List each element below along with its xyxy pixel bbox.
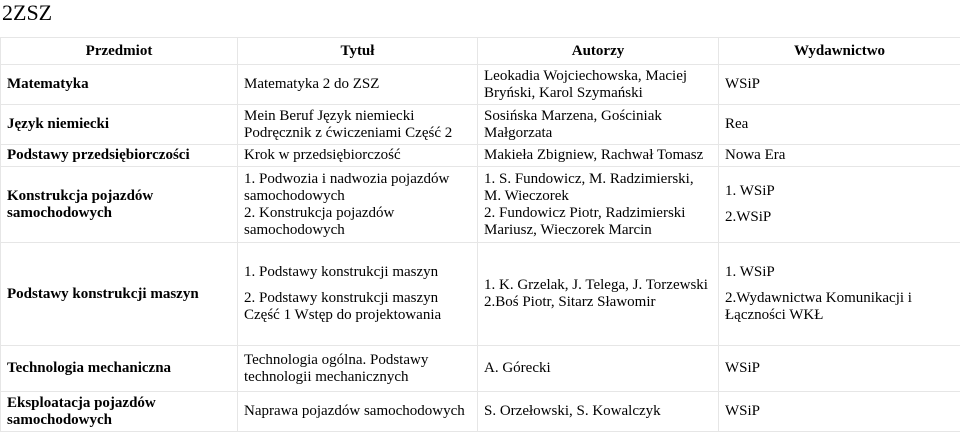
publisher-line: 1. WSiP — [725, 264, 775, 280]
table-row — [1, 243, 960, 346]
table-row — [1, 65, 960, 105]
title-cell: Matematyka 2 do ZSZ — [238, 65, 478, 105]
subject-cell: Język niemiecki — [1, 105, 238, 145]
title-cell — [238, 243, 478, 346]
spacer — [725, 281, 954, 290]
authors-cell — [478, 243, 719, 346]
table-row — [1, 105, 960, 145]
header-row — [1, 38, 960, 65]
publisher-cell — [719, 167, 960, 243]
table-row — [1, 167, 960, 243]
header-publisher: Wydawnictwo — [719, 38, 960, 65]
authors-cell: Sosińska Marzena, Gościniak Małgorzata — [478, 105, 719, 145]
title-line: 1. Podwozia i nadwozia pojazdów samochodowych — [244, 170, 450, 204]
authors-cell: A. Górecki — [478, 346, 719, 392]
publisher-line: 2.WSiP — [725, 209, 772, 225]
publisher-cell — [719, 243, 960, 346]
publisher-cell: WSiP — [719, 65, 960, 105]
authors-cell — [478, 167, 719, 243]
table-row — [1, 145, 960, 167]
authors-cell: Leokadia Wojciechowska, Maciej Bryński, Karol Szymański — [478, 65, 719, 105]
title-cell: Technologia ogólna. Podstawy technologii mechanicznych — [238, 346, 478, 392]
spacer — [244, 281, 471, 290]
authors-cell: Makieła Zbigniew, Rachwał Tomasz — [478, 145, 719, 167]
authors-line: 2. Fundowicz Piotr, Radzimierski Mariusz, Wieczorek Marcin — [484, 204, 686, 238]
title-line: 1. Podstawy konstrukcji maszyn — [244, 264, 439, 280]
subject-cell: Konstrukcja pojazdów samochodowych — [1, 167, 238, 243]
header-subject: Przedmiot — [1, 38, 238, 65]
title-cell: Naprawa pojazdów samochodowych — [238, 392, 478, 432]
publisher-line: 2.Wydawnictwa Komunikacji i Łączności WKŁ — [725, 290, 912, 323]
subject-cell: Matematyka — [1, 65, 238, 105]
subject-cell: Technologia mechaniczna — [1, 346, 238, 392]
title-cell — [238, 167, 478, 243]
table-row — [1, 392, 960, 432]
authors-line: 1. S. Fundowicz, M. Radzimierski, M. Wieczorek — [484, 170, 694, 204]
subject-cell: Eksploatacja pojazdów samochodowych — [1, 392, 238, 432]
publisher-cell: Rea — [719, 105, 960, 145]
header-authors: Autorzy — [478, 38, 719, 65]
spacer — [725, 200, 954, 209]
page-title: 2ZSZ — [2, 0, 53, 25]
publisher-cell: WSiP — [719, 392, 960, 432]
authors-cell: S. Orzełowski, S. Kowalczyk — [478, 392, 719, 432]
textbook-table — [0, 37, 960, 432]
publisher-cell: Nowa Era — [719, 145, 960, 167]
publisher-line: 1. WSiP — [725, 183, 775, 199]
publisher-cell: WSiP — [719, 346, 960, 392]
authors-line: 2.Boś Piotr, Sitarz Sławomir — [484, 294, 656, 310]
subject-cell: Podstawy konstrukcji maszyn — [1, 243, 238, 346]
title-line: 2. Podstawy konstrukcji maszyn Część 1 Wstęp do projektowania — [244, 290, 442, 323]
title-cell: Mein Beruf Język niemiecki Podręcznik z ćwiczeniami Część 2 — [238, 105, 478, 145]
title-line: 2. Konstrukcja pojazdów samochodowych — [244, 204, 395, 238]
title-cell: Krok w przedsiębiorczość — [238, 145, 478, 167]
authors-line: 1. K. Grzelak, J. Telega, J. Torzewski — [484, 277, 708, 293]
table-row — [1, 346, 960, 392]
subject-cell: Podstawy przedsiębiorczości — [1, 145, 238, 167]
header-title: Tytuł — [238, 38, 478, 65]
